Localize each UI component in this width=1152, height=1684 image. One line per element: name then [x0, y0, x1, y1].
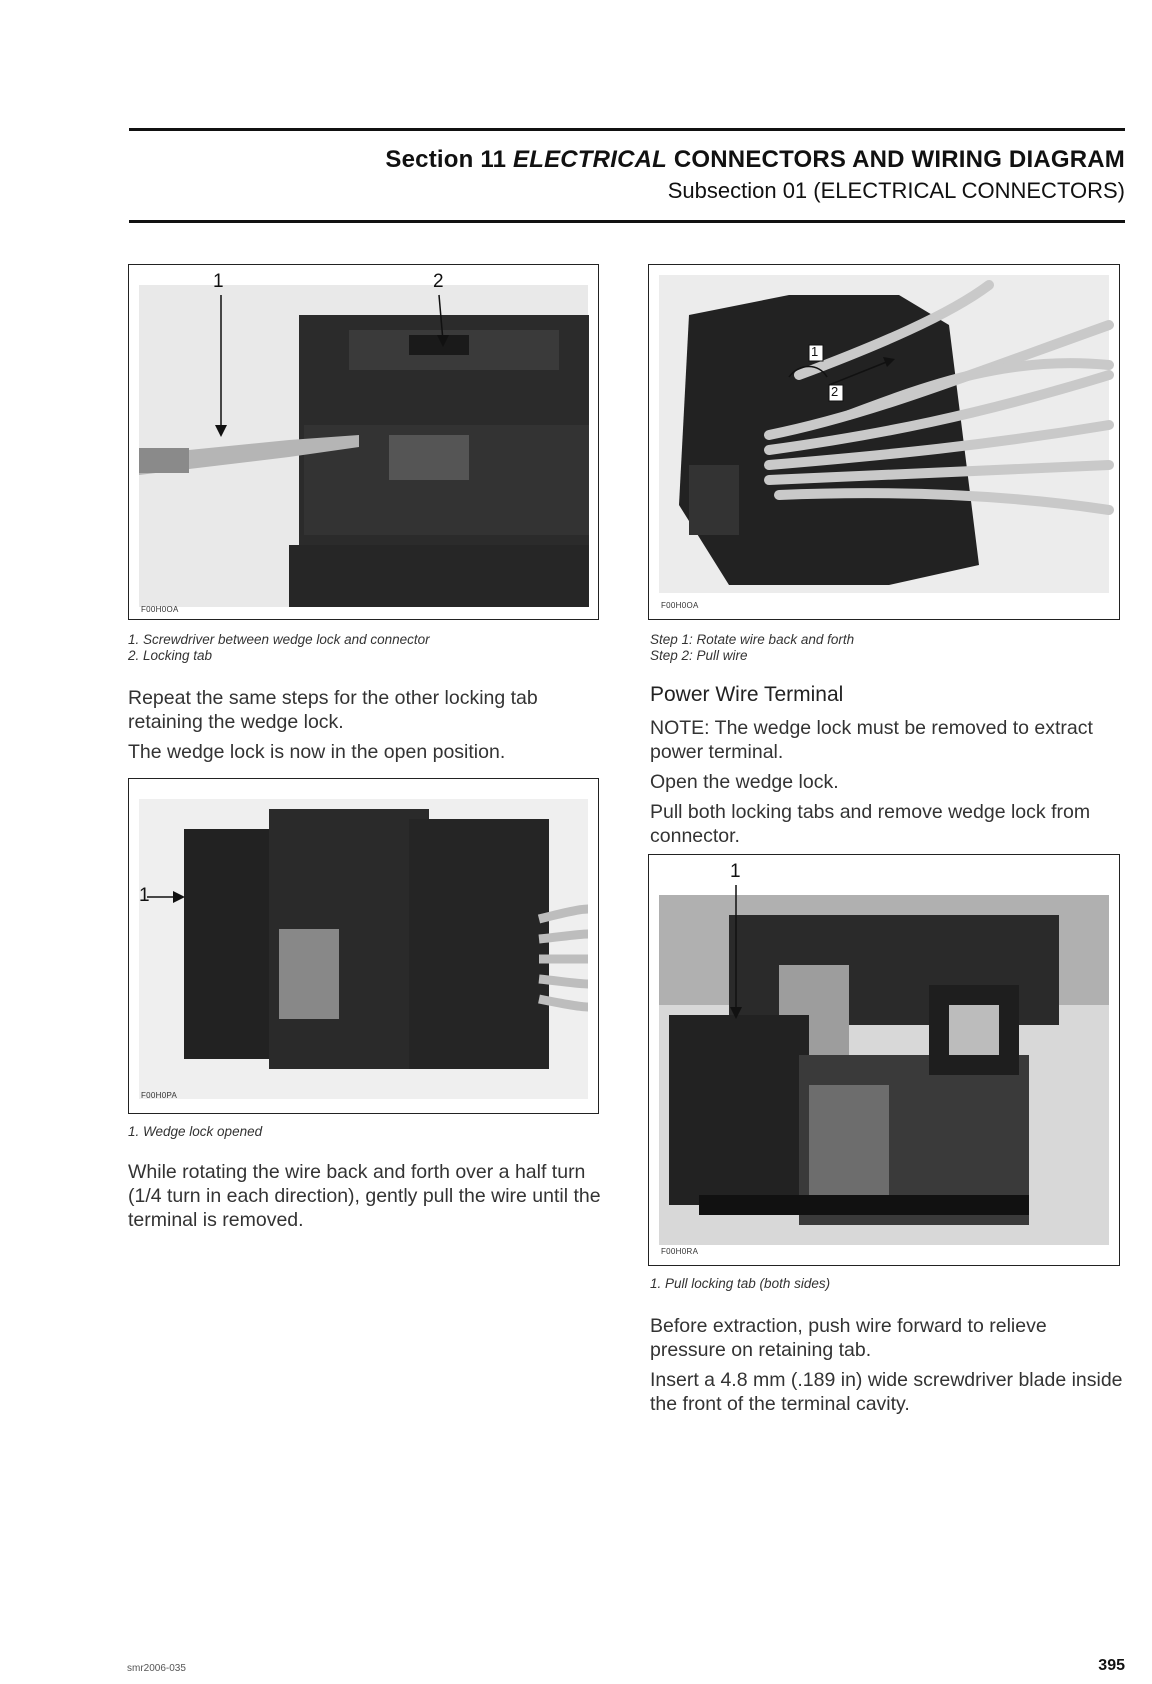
figure1-caption-line2: 2. Locking tab [128, 648, 213, 663]
photo-screwdriver-connector [129, 265, 598, 619]
note-paragraph [650, 716, 1124, 764]
figure-code: F00H0RA [661, 1247, 699, 1256]
note-label: NOTE: [650, 717, 710, 739]
callout-1: 1 [139, 885, 150, 906]
paragraph-open-wedge: Open the wedge lock. [650, 771, 839, 793]
photo-locking-tab [649, 855, 1119, 1265]
page-number: 395 [1098, 1657, 1125, 1674]
footer-document-code: smr2006-035 [127, 1663, 186, 1674]
right-column-text-bottom [650, 1314, 1124, 1422]
figure-code: F00H0OA [141, 605, 179, 614]
callout-1: 1 [213, 271, 224, 292]
callout-2: 2 [831, 384, 839, 399]
left-column-text-top [128, 686, 602, 770]
callout-2: 2 [433, 271, 444, 292]
figure-screwdriver-wedge-lock [128, 264, 599, 620]
figure3-caption-line1: 1. Wedge lock opened [128, 1124, 263, 1139]
photo-connector-wires [649, 265, 1119, 619]
callout-1: 1 [811, 344, 819, 359]
paragraph-push-wire: Before extraction, push wire forward to relieve pressure on retaining tab. [650, 1315, 1047, 1361]
header-bottom-rule [129, 220, 1125, 223]
figure1-caption-line1: 1. Screwdriver between wedge lock and connector [128, 632, 430, 647]
heading-power-wire-terminal: Power Wire Terminal [650, 683, 844, 706]
figure4-caption-line1: 1. Pull locking tab (both sides) [650, 1276, 831, 1291]
figure-code: F00H0PA [141, 1091, 178, 1100]
note-text: The wedge lock must be removed to extract power terminal. [650, 717, 1093, 763]
subsection-title: Subsection 01 (ELECTRICAL CONNECTORS) [667, 178, 1125, 203]
paragraph-rotate-wire: While rotating the wire back and forth over a half turn (1/4 turn in each direction), gently pull the wire until the terminal is removed. [128, 1161, 601, 1231]
figure-code: F00H0OA [661, 601, 699, 610]
callout-1: 1 [730, 861, 741, 882]
header-top-rule [129, 128, 1125, 131]
paragraph-pull-tabs: Pull both locking tabs and remove wedge lock from connector. [650, 801, 1091, 847]
paragraph-wedge-open: The wedge lock is now in the open position. [128, 741, 506, 763]
figure2-caption-line2: Step 2: Pull wire [650, 648, 748, 663]
paragraph-repeat-steps: Repeat the same steps for the other locking tab retaining the wedge lock. [128, 687, 538, 733]
figure2-caption-line1: Step 1: Rotate wire back and forth [650, 632, 855, 647]
figure-wedge-lock-opened [128, 778, 599, 1114]
left-column-text-bottom [128, 1160, 602, 1238]
section-title: Section 11 ELECTRICAL CONNECTORS AND WIRING DIAGRAM [385, 146, 1125, 173]
paragraph-insert-screwdriver: Insert a 4.8 mm (.189 in) wide screwdriver blade inside the front of the terminal cavity. [650, 1369, 1123, 1415]
photo-wedge-lock-opened [129, 779, 598, 1113]
figure-pull-locking-tab [648, 854, 1120, 1266]
figure-rotate-pull-wire [648, 264, 1120, 620]
right-column-text-top [650, 716, 1124, 854]
